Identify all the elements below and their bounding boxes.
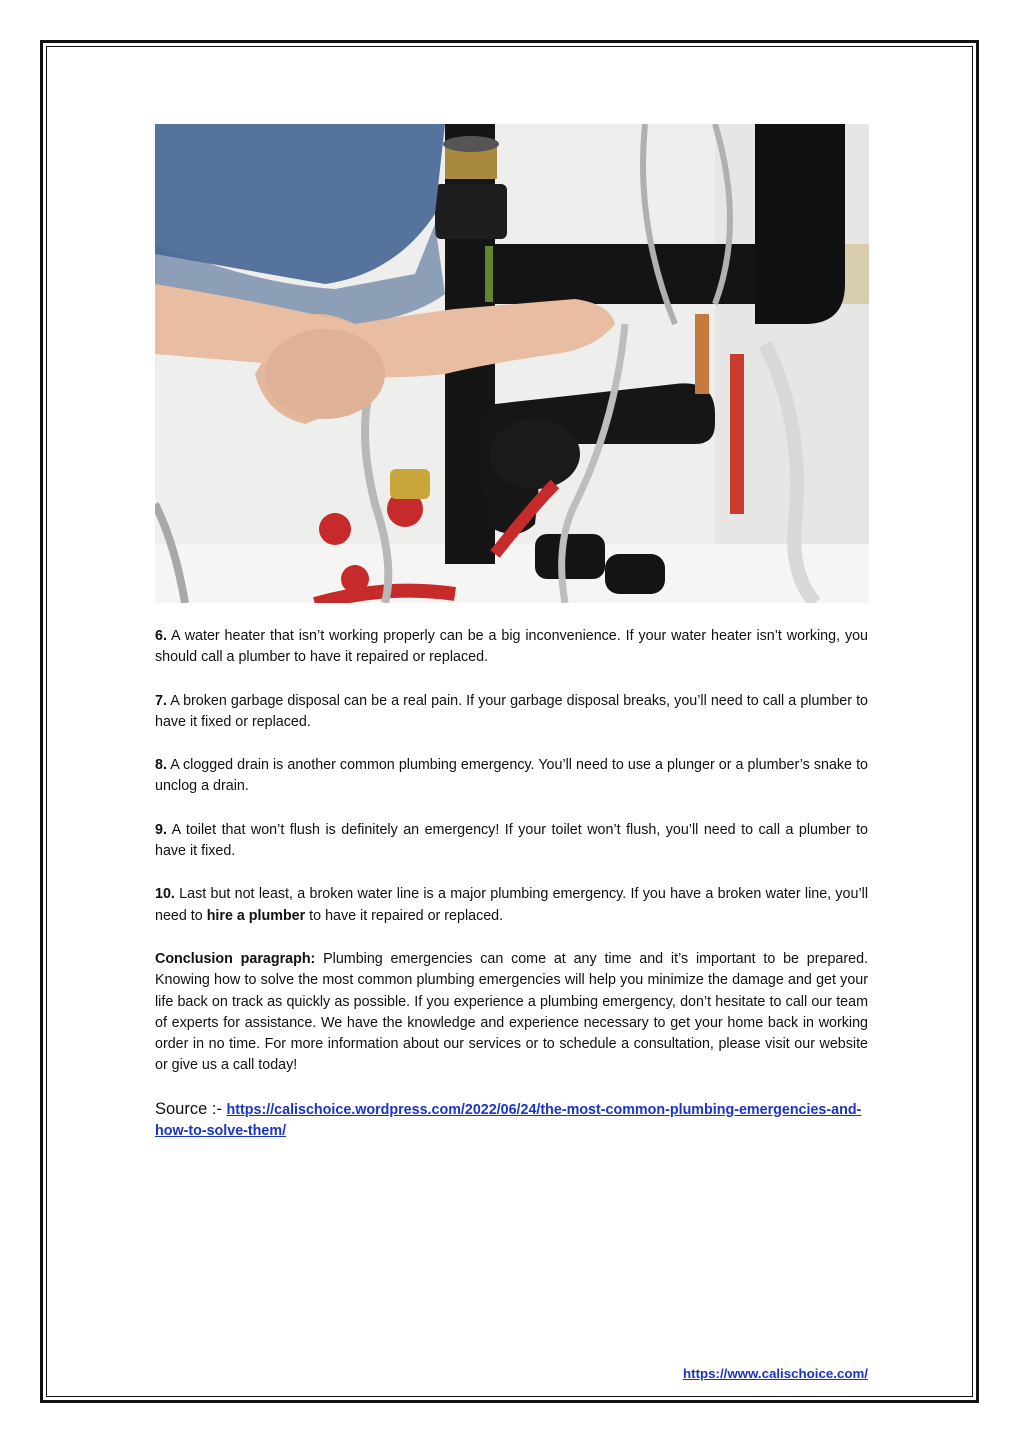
paragraph-number: 6.: [155, 628, 167, 644]
conclusion-text: Plumbing emergencies can come at any time and it’s important to be prepared. Knowing how to solve the most common plumbing emergencies will help you minimize the damage and get your life back on track as quickly as possible. If you experience a plumbing emergency, don’t hesitate to call our team of experts for assistance. We have the knowledge and experience necessary to get your home back in working order in no time. For more information about our services or to schedule a consultation, please visit our website or give us a call today!: [155, 950, 869, 1074]
source-line: [155, 1099, 868, 1142]
conclusion-label: Conclusion paragraph:: [155, 950, 316, 967]
footer-website-link[interactable]: https://www.calischoice.com/: [683, 1366, 868, 1381]
paragraph-10: [155, 884, 868, 927]
plumber-photo: [155, 124, 869, 603]
paragraph-text: A water heater that isn’t working properly can be a big inconvenience. If your water heater isn’t working, you should call a plumber to have it repaired or replaced.: [155, 628, 868, 666]
conclusion-paragraph: [155, 949, 868, 1077]
paragraph-text: A broken garbage disposal can be a real pain. If your garbage disposal breaks, you’ll need to call a plumber to have it fixed or replaced.: [155, 692, 868, 730]
source-label: Source :-: [155, 1099, 227, 1118]
paragraph-text: A clogged drain is another common plumbing emergency. You’ll need to use a plunger or a plumber’s snake to unclog a drain.: [155, 757, 868, 795]
source-link[interactable]: https://calischoice.wordpress.com/2022/06/24/the-most-common-plumbing-emergencies-and-how-to-solve-them/: [155, 1101, 862, 1139]
paragraph-text: to have it repaired or replaced.: [305, 907, 504, 924]
paragraph-7: [155, 691, 868, 734]
paragraph-number: 8.: [155, 757, 167, 774]
paragraph-number: 9.: [155, 821, 167, 838]
article-body: [155, 626, 868, 1142]
paragraph-8: [155, 755, 868, 798]
paragraph-number: 7.: [155, 692, 167, 709]
paragraph-6: [155, 626, 868, 669]
paragraph-text: A toilet that won’t flush is definitely an emergency! If your toilet won’t flush, you’ll need to call a plumber to have it fixed.: [155, 821, 868, 860]
paragraph-text: Last but not least, a broken water line is a major plumbing emergency. If you have a broken water line, you’ll need to: [155, 886, 868, 924]
paragraph-number: 10.: [155, 886, 175, 903]
hire-plumber-emphasis: hire a plumber: [206, 907, 306, 924]
paragraph-9: [155, 820, 868, 863]
